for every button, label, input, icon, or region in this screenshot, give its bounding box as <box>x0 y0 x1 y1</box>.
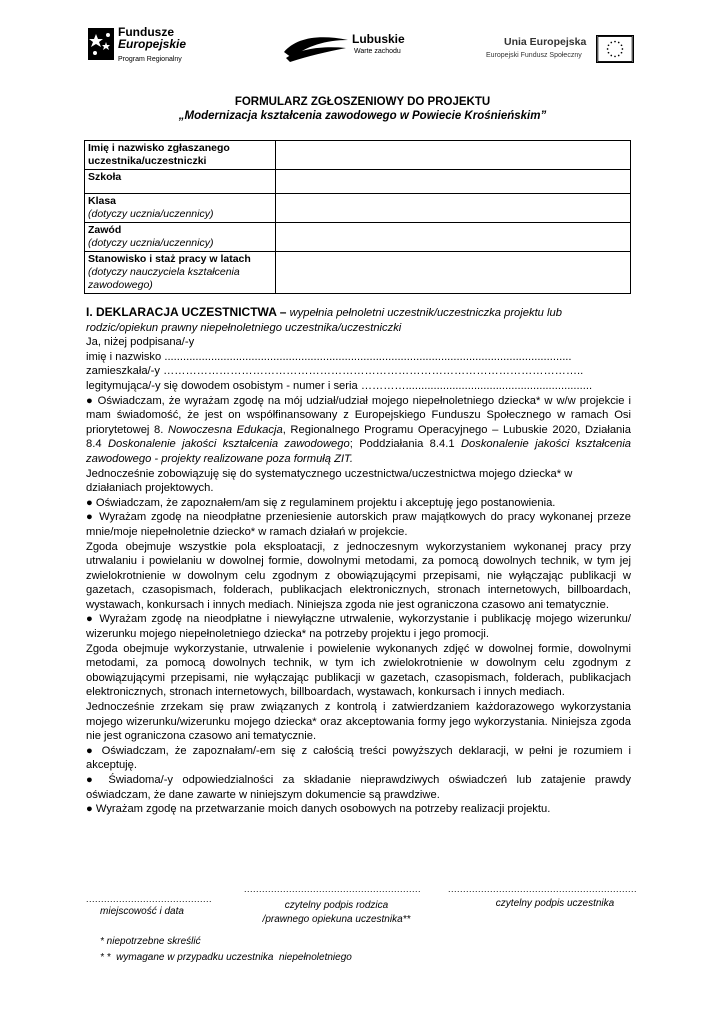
form-label-name: Imię i nazwisko zgłaszanego uczestnika/uczestniczki <box>88 142 230 167</box>
fe-logo-line1: Fundusze <box>118 25 174 39</box>
signature-line-place-date[interactable]: .......................................... <box>86 894 213 904</box>
lubuskie-logo <box>282 30 406 70</box>
declaration-line-ja: Ja, niżej podpisana/-y <box>86 336 195 349</box>
form-row <box>85 252 631 294</box>
form-field-class[interactable] <box>276 194 631 223</box>
consent-text-e: ; Poddziałania 8.4.1 <box>349 438 455 451</box>
declaration-line-id[interactable]: legitymująca/-y się dowodem osobistym - numer i seria …………............................................................ <box>86 379 593 392</box>
parent-signature-label-2: /prawnego opiekuna uczestnika** <box>262 914 411 925</box>
eu-funds-star-icon <box>88 28 114 60</box>
form-field-school[interactable] <box>276 170 631 194</box>
declaration-paragraph-understanding: ● Oświadczam, że zapoznałam/-em się z całością treści powyższych deklaracji, w pełni je rozumiem i akceptuję. <box>86 744 631 772</box>
declaration-paragraph-consent <box>86 394 631 467</box>
declaration-paragraph-truthfulness: ● Świadoma/-y odpowiedzialności za składanie nieprawdziwych oświadczeń lub zatajenie prawdy oświadczam, że dane zawarte w niniejszym dokumencie są prawdziwe. <box>86 774 631 801</box>
consent-text-f: Doskonalenie jakości kształcenia zawodowego - projekty realizowane poza formułą ZIT. <box>86 438 632 465</box>
declaration-paragraph-copyright: ● Wyrażam zgodę na nieodpłatne przeniesienie autorskich praw majątkowych do pracy wykonanej przeze mnie/moje niepełnoletnie dziecko* w ramach działań w projekcie. <box>86 511 631 538</box>
declaration-heading: I. DEKLARACJA UCZESTNICTWA – <box>86 305 287 319</box>
fe-logo-line2: Europejskie <box>118 37 187 51</box>
page-title: FORMULARZ ZGŁOSZENIOWY DO PROJEKTU <box>234 96 491 108</box>
form-label-profession: Zawód <box>88 224 122 236</box>
declaration-paragraph-copyright-scope: Zgoda obejmuje wszystkie pola eksploatacji, z jednoczesnym wykorzystaniem wykonanej pracy przy utrwalaniu i powielaniu w dowolnej formie, dowolnymi metodami, za pomocą dowolnych technik, w tym jej zwielokrotnienie w dowolnym celu zgodnym z obowiązującymi przepisami, nie wyłączając publikacji w gazetach, czasopismach, folderach, publikacjach elektronicznych, stronach internetowych, billboardach, wystawach, konkursach i innych mediach. Niniejsza zgoda nie jest ograniczona czasowo ani tematycznie. <box>86 540 631 611</box>
unia-europejska-logo <box>484 30 634 70</box>
ue-name: Unia Europejska <box>504 36 587 48</box>
parent-signature-label-1: czytelny podpis rodzica <box>284 900 389 911</box>
form-note-profession: (dotyczy ucznia/uczennicy) <box>88 237 214 249</box>
lubuskie-wave-icon <box>282 30 350 64</box>
project-subtitle: „Modernizacja kształcenia zawodowego w Powiecie Krośnieńskim” <box>178 110 547 122</box>
fe-logo-line3: Program Regionalny <box>118 56 182 63</box>
form-field-name[interactable] <box>276 141 631 170</box>
lubuskie-name: Lubuskie <box>352 32 405 46</box>
form-row <box>85 170 631 194</box>
form-note-class: (dotyczy ucznia/uczennicy) <box>88 208 214 220</box>
declaration-paragraph-commitment: Jednocześnie zobowiązuję się do systematycznego uczestnictwa/uczestnictwa mojego dziecka* w działaniach projektowych. <box>86 467 573 495</box>
declaration-paragraph-regulations: ● Oświadczam, że zapoznałem/am się z regulaminem projektu i akceptuję jego postanowienia. <box>86 496 556 509</box>
consent-text-c: , Regionalnego Programu Operacyjnego – Lubuskie 2020, Działania 8.4 <box>86 423 631 451</box>
fundusze-europejskie-logo <box>88 24 198 70</box>
place-date-label: miejscowość i data <box>100 906 184 917</box>
form-label-class: Klasa <box>88 195 117 207</box>
declaration-paragraph-image: ● Wyrażam zgodę na nieodpłatne i niewyłączne utrwalenie, wykorzystanie i publikację mojego wizerunku/ wizerunku mojego niepełnoletniego dziecka* na potrzeby projektu i jego promocji. <box>86 613 631 641</box>
eu-flag-icon <box>596 35 634 63</box>
form-field-profession[interactable] <box>276 223 631 252</box>
consent-text-d: Doskonalenie jakości kształcenia zawodowego <box>107 438 350 451</box>
form-row <box>85 194 631 223</box>
participant-form-table <box>84 140 631 294</box>
declaration-paragraph-image-waiver: Jednocześnie zrzekam się praw związanych z kontrolą i zatwierdzaniem każdorazowego wykorzystania mojego wizerunku/wizerunku mojego dziecka* oraz akceptowania formy jego wykorzystania. Niniejsza zgoda nie jest ograniczona czasowo ani tematycznie. <box>86 701 631 743</box>
form-label-position: Stanowisko i staż pracy w latach <box>88 253 251 265</box>
declaration-line-name[interactable]: imię i nazwisko ................................................................................................................................... <box>86 350 572 363</box>
form-note-position: (dotyczy nauczyciela kształcenia zawodowego) <box>88 266 240 291</box>
participant-signature-label: czytelny podpis uczestnika <box>495 898 615 909</box>
declaration-line-address[interactable]: zamieszkała/-y ………………………………………………………………………………………………….. <box>86 365 584 378</box>
ue-subtitle: Europejski Fundusz Społeczny <box>486 52 582 59</box>
form-row <box>85 223 631 252</box>
declaration-paragraph-image-scope: Zgoda obejmuje wykorzystanie, utrwalenie i powielenie wykonanych zdjęć w dowolnej formie, dowolnymi metodami, za pomocą dowolnych technik, w tym ich zwielokrotnienie w dowolnym celu zgodnym z obowiązującymi przepisami, nie wyłączając publikacji w gazetach, czasopismach, folderach, publikacjach elektronicznych, stronach internetowych, billboardach, wystawach, konkursach i innych mediach. <box>86 642 631 699</box>
declaration-section <box>86 305 631 817</box>
signature-line-parent[interactable]: ........................................................... <box>244 884 422 894</box>
footnote-1: * niepotrzebne skreślić <box>100 936 201 947</box>
form-row <box>85 141 631 170</box>
consent-text-a: ● Oświadczam, że wyrażam zgodę na mój udział/udział mojego niepełnoletniego dziecka* w w/w projekcie i mam świadomość, że jest on współfinansowany z Europejskiego Funduszu Społecznego w ramach Osi priorytetowej 8. <box>86 394 631 436</box>
declaration-heading-note: wypełnia pełnoletni uczestnik/uczestniczka projektu lub rodzic/opiekun prawny niepełnoletniego uczestnika/uczestniczki <box>86 307 562 334</box>
form-field-position[interactable] <box>276 252 631 294</box>
declaration-paragraph-data-processing: ● Wyrażam zgodę na przetwarzanie moich danych osobowych na potrzeby realizacji projektu. <box>86 803 551 816</box>
footnote-2: * * wymagane w przypadku uczestnika niepełnoletniego <box>100 952 352 963</box>
lubuskie-tagline: Warte zachodu <box>354 48 401 55</box>
consent-text-b: Nowoczesna Edukacja <box>168 423 283 436</box>
form-label-school: Szkoła <box>88 171 122 183</box>
signature-line-participant[interactable]: ............................................................... <box>448 884 638 894</box>
